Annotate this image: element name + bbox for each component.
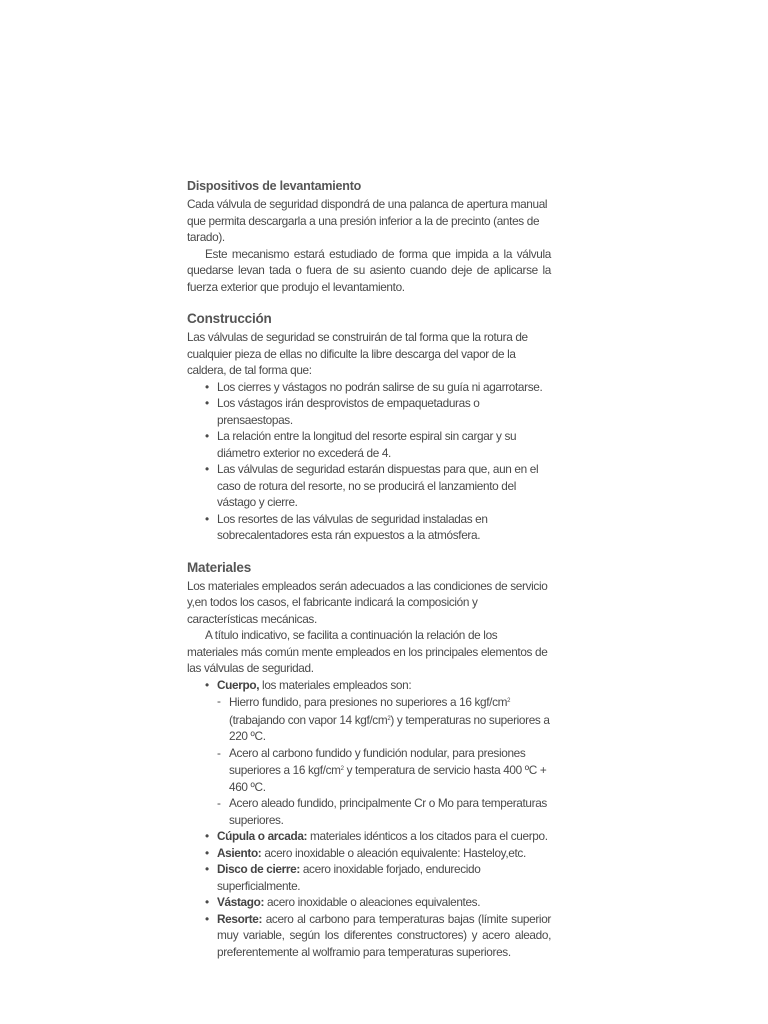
list-item xyxy=(205,677,551,829)
material-label: Disco de cierre: xyxy=(217,862,300,876)
paragraph: Las válvulas de seguridad se construirán de tal forma que la rotura de cualquier pieza de ellas no dificulte la libre descarga del vapor de la caldera, de tal forma que: xyxy=(187,330,528,377)
list-item: • Los cierres y vástagos no podrán salirse de su guía ni agarrotarse. xyxy=(205,379,551,396)
material-label: Cúpula o arcada: xyxy=(217,829,308,843)
material-label: Asiento: xyxy=(217,845,262,860)
paragraph: Este mecanismo estará estudiado de forma que impida a la válvula quedarse levan tada o fuera de su asiento cuando deje de aplicarse la fuerza exterior que produjo el levantamiento. xyxy=(187,246,551,294)
material-text: los materiales empleados son: xyxy=(259,677,412,692)
material-text: acero inoxidable forjado, endurecido superficialmente. xyxy=(217,862,481,893)
superscript: 2 xyxy=(387,715,391,722)
list-item xyxy=(205,911,551,961)
sub-item-text: ) y temperaturas no superiores a 220 ºC. xyxy=(229,712,550,743)
sub-item-text: Acero aleado fundido, principalmente Cr o Mo para temperaturas superiores. xyxy=(229,796,547,827)
list-item xyxy=(205,828,551,845)
superscript: 2 xyxy=(340,766,344,772)
list-item: • Las válvulas de seguridad estarán dispuestas para que, aun en el caso de rotura del resorte, no se producirá el lanzamiento del vástago y cierre. xyxy=(205,461,551,511)
sub-item-text: Acero al carbono fundido y fundición nodular, para presiones superiores a 16 kgf/cm xyxy=(229,745,526,777)
cuerpo-sublist xyxy=(217,693,551,828)
list-item: • Los vástagos irán desprovistos de empaquetaduras o prensaestopas. xyxy=(205,395,551,428)
section-title-dispositivos: Dispositivos de levantamiento xyxy=(187,179,362,193)
sub-item xyxy=(217,693,551,745)
material-text: acero inoxidable o aleación equivalente: Hasteloy,etc. xyxy=(261,845,526,860)
superscript: 2 xyxy=(507,698,511,704)
material-text: materiales idénticos a los citados para el cuerpo. xyxy=(307,829,548,843)
paragraph: A título indicativo, se facilita a continuación la relación de los materiales más común mente empleados en los principales elementos de las válvulas de seguridad. xyxy=(187,628,548,675)
document-page xyxy=(187,176,551,960)
list-item xyxy=(205,861,551,894)
list-item: • La relación entre la longitud del resorte espiral sin cargar y su diámetro exterior no excederá de 4. xyxy=(205,428,551,461)
material-label: Resorte: xyxy=(217,911,263,926)
paragraph: Los materiales empleados serán adecuados a las condiciones de servicio y,en todos los casos, el fabricante indicará la composición y características mecánicas. xyxy=(187,578,548,626)
sub-item xyxy=(217,745,551,796)
paragraph: Cada válvula de seguridad dispondrá de una palanca de apertura manual que permita descargarla a una presión inferior a la de precinto (antes de tarado). xyxy=(187,197,548,244)
materials-list xyxy=(187,677,551,961)
material-label: Cuerpo, xyxy=(217,677,260,692)
material-label: Vástago: xyxy=(217,895,265,909)
list-item xyxy=(205,894,551,911)
list-item xyxy=(205,845,551,862)
section-title-construccion: Construcción xyxy=(187,311,272,326)
material-text: acero al carbono para temperaturas bajas (límite superior muy variable, según los diferentes constructores) y acero aleado, preferentemente al wolframio para temperaturas superiores. xyxy=(217,911,551,959)
sub-item-text: y temperatura de servicio hasta 400 ºC + 460 ºC. xyxy=(229,763,547,794)
sub-item-text: (trabajando con vapor 14 kgf/cm xyxy=(229,712,388,727)
section-title-materiales: Materiales xyxy=(187,559,252,575)
list-item: • Los resortes de las válvulas de seguridad instaladas en sobrecalentadores esta rán expuestos a la atmósfera. xyxy=(205,511,551,544)
material-text: acero inoxidable o aleaciones equivalentes. xyxy=(264,895,481,909)
construction-list xyxy=(187,379,551,544)
sub-item xyxy=(217,795,551,828)
sub-item-text: Hierro fundido, para presiones no superiores a 16 kgf/cm xyxy=(229,695,508,709)
